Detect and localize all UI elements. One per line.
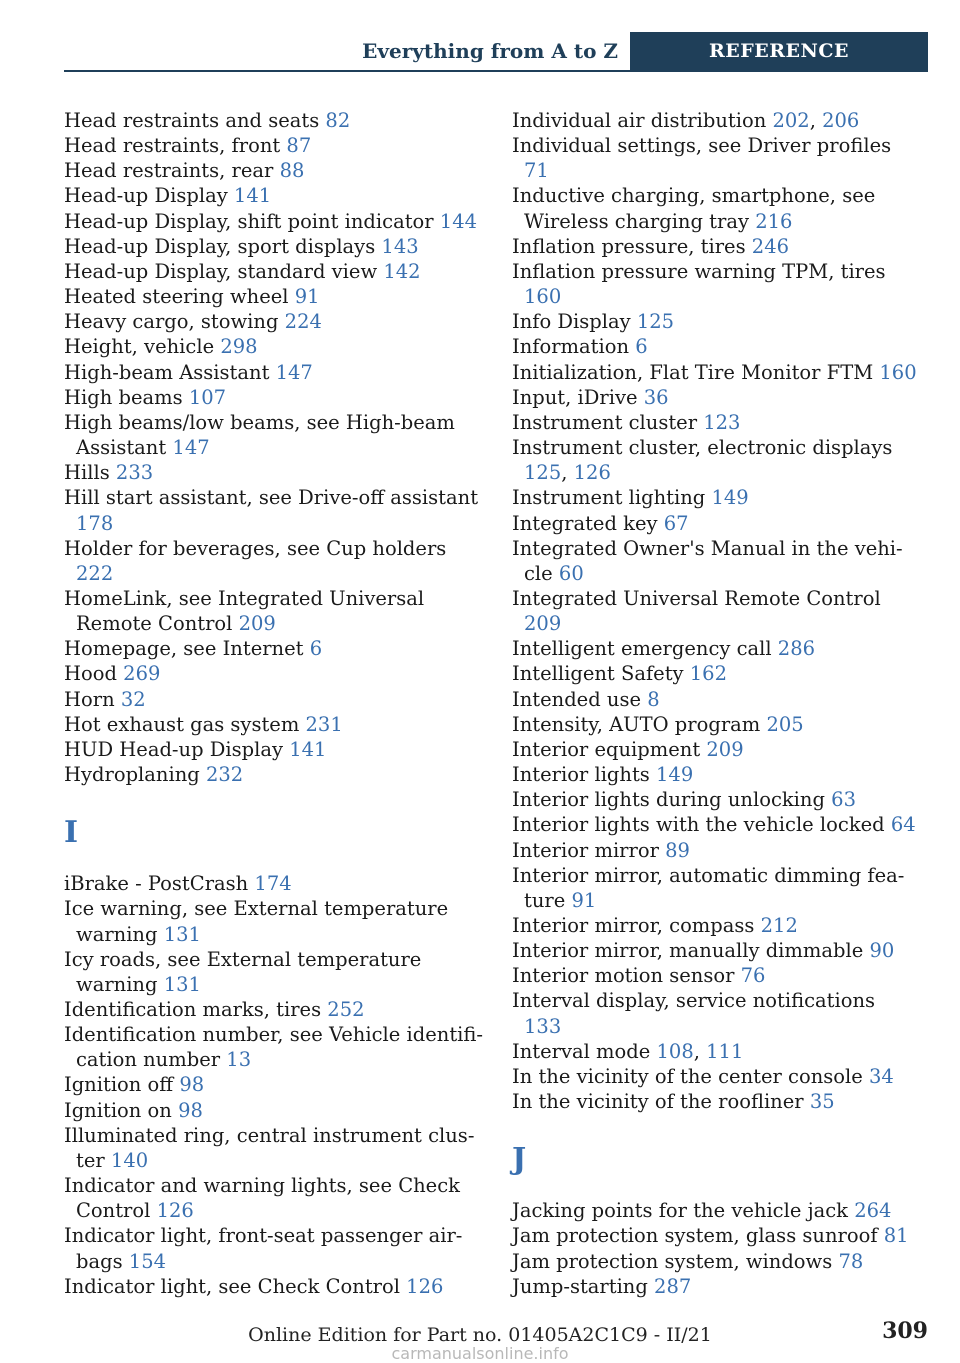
index-entry bbox=[64, 687, 484, 712]
page-reference-link[interactable]: 142 bbox=[383, 259, 421, 283]
page-reference-link[interactable]: 212 bbox=[760, 914, 798, 937]
page-reference-link[interactable]: 107 bbox=[188, 385, 227, 409]
page-reference-link[interactable]: 209 bbox=[524, 612, 562, 636]
index-entry bbox=[64, 410, 484, 460]
page-reference-link[interactable]: 125 bbox=[524, 461, 562, 485]
index-entry bbox=[64, 158, 484, 183]
index-entry-text: Instrument lighting bbox=[512, 486, 712, 510]
page-reference-link[interactable]: 98 bbox=[178, 1098, 203, 1122]
page-reference-link[interactable]: 141 bbox=[289, 737, 327, 761]
page-reference-link[interactable]: 252 bbox=[327, 998, 365, 1021]
index-entry bbox=[64, 636, 484, 661]
index-entry-text: Intelligent Safety bbox=[512, 662, 690, 686]
index-entry-text: Interior mirror, compass bbox=[512, 914, 761, 937]
index-entry-text: Individual settings, see Driver profiles bbox=[512, 134, 892, 158]
page-reference-link[interactable]: 144 bbox=[439, 209, 478, 233]
page-reference-link[interactable]: 147 bbox=[172, 436, 210, 460]
index-entry-text: High beams bbox=[64, 385, 189, 409]
index-entry-text: Instrument cluster bbox=[512, 410, 704, 434]
index-entry bbox=[512, 636, 917, 661]
page-reference-link[interactable]: 246 bbox=[751, 234, 790, 258]
index-entry bbox=[64, 1072, 484, 1097]
index-entry bbox=[512, 661, 917, 686]
index-entry-text: iBrake - PostCrash bbox=[64, 872, 255, 896]
page-reference-link[interactable]: 154 bbox=[128, 1249, 167, 1273]
index-column-left bbox=[64, 108, 484, 1299]
index-entry bbox=[512, 385, 917, 410]
index-entry-text: HomeLink, see Integrated Universal Remote Control bbox=[64, 586, 425, 636]
index-entry bbox=[512, 812, 917, 837]
index-entry-text: Inflation pressure, tires bbox=[512, 234, 752, 258]
page-reference-link[interactable]: 269 bbox=[123, 662, 161, 686]
page-reference-link[interactable]: 89 bbox=[665, 838, 690, 862]
index-entry bbox=[64, 183, 484, 208]
index-entry-text: Interior mirror bbox=[512, 838, 666, 862]
index-entry-text: Intensity, AUTO program bbox=[512, 712, 767, 736]
index-entry bbox=[64, 1022, 484, 1072]
index-entry bbox=[64, 712, 484, 737]
index-entry bbox=[512, 787, 917, 812]
index-entry-text: Individual air distribution bbox=[512, 109, 773, 132]
page-reference-link[interactable]: 81 bbox=[883, 1224, 909, 1248]
index-entry bbox=[512, 1274, 917, 1299]
index-entry-text: Holder for beverages, see Cup holders bbox=[64, 536, 447, 560]
page-reference-link[interactable]: 232 bbox=[205, 763, 244, 787]
index-entry-text: Inflation pressure warning TPM, tires bbox=[512, 259, 886, 283]
index-entry bbox=[512, 913, 917, 938]
index-entry-text: Integrated Universal Remote Control bbox=[512, 586, 881, 610]
index-entry bbox=[512, 762, 917, 787]
index-entry-text: Info Display bbox=[512, 310, 637, 334]
index-column-right bbox=[512, 108, 917, 1299]
index-entry-text: Input, iDrive bbox=[512, 385, 644, 409]
index-entry-text: Illuminated ring, central instrument cluster bbox=[64, 1123, 475, 1172]
page-header bbox=[64, 32, 928, 72]
index-entry-text: Head restraints, front bbox=[64, 134, 287, 158]
page-reference-link[interactable]: 8 bbox=[647, 687, 660, 711]
index-entry-text: Intended use bbox=[512, 687, 648, 711]
page-reference-link[interactable]: 149 bbox=[711, 486, 749, 510]
page-reference-link[interactable]: 131 bbox=[163, 922, 201, 946]
index-entry bbox=[64, 334, 484, 359]
page-reference-link[interactable]: 6 bbox=[309, 637, 323, 661]
index-entry-text: Initialization, Flat Tire Monitor FTM bbox=[512, 360, 880, 384]
index-entry bbox=[512, 360, 917, 385]
index-entry-text: HUD Head-up Display bbox=[64, 737, 290, 761]
page-reference-link[interactable]: 125 bbox=[636, 310, 675, 334]
page-reference-link[interactable]: 147 bbox=[275, 360, 313, 384]
index-entry bbox=[64, 871, 484, 896]
page-reference-link[interactable]: 87 bbox=[286, 134, 312, 158]
index-entry-text: In the vicinity of the center console bbox=[512, 1064, 869, 1088]
page-reference-link[interactable]: 78 bbox=[838, 1249, 864, 1273]
index-entry bbox=[512, 1249, 917, 1274]
index-entry bbox=[64, 385, 484, 410]
index-entry bbox=[512, 712, 917, 737]
index-entry-text: Hills bbox=[64, 461, 116, 485]
index-entry-text: Hot exhaust gas system bbox=[64, 712, 306, 736]
index-entry-text: Interior motion sensor bbox=[512, 964, 741, 988]
page-reference-link[interactable]: 162 bbox=[689, 662, 727, 686]
page-reference-link[interactable]: 160 bbox=[879, 360, 917, 384]
section-tab: REFERENCE bbox=[630, 32, 928, 70]
page-reference-link[interactable]: 143 bbox=[381, 234, 419, 258]
page-reference-link[interactable]: 205 bbox=[766, 712, 804, 736]
page-reference-link[interactable]: 286 bbox=[777, 637, 816, 661]
page-reference-link[interactable]: 222 bbox=[76, 561, 114, 585]
index-entry bbox=[64, 997, 484, 1022]
index-entry-text: Information bbox=[512, 335, 636, 359]
index-entry bbox=[64, 661, 484, 686]
page-reference-link[interactable]: 90 bbox=[869, 939, 895, 963]
page-reference-link[interactable]: 298 bbox=[220, 335, 258, 359]
page-reference-link[interactable]: 60 bbox=[558, 561, 584, 585]
edition-footer: Online Edition for Part no. 01405A2C1C9 - II/21 bbox=[248, 1324, 712, 1346]
index-entry-text: Head-up Display bbox=[64, 184, 234, 208]
index-entry-text: Ice warning, see External temperature warning bbox=[64, 897, 449, 946]
page-reference-link[interactable]: 133 bbox=[524, 1014, 562, 1038]
page-reference-link[interactable]: 231 bbox=[305, 712, 343, 736]
index-entry-text: Identification marks, tires bbox=[64, 998, 328, 1021]
index-entry-text: Identification number, see Vehicle identification number bbox=[64, 1023, 483, 1072]
index-entry bbox=[64, 259, 484, 284]
index-entry-text: Heavy cargo, stowing bbox=[64, 310, 285, 334]
page-reference-link[interactable]: 82 bbox=[325, 109, 351, 132]
index-entry-text: Hood bbox=[64, 662, 124, 686]
index-entry bbox=[512, 1198, 917, 1223]
index-entry-text: Horn bbox=[64, 687, 121, 711]
index-entry-text: Homepage, see Internet bbox=[64, 637, 310, 661]
index-entry bbox=[64, 485, 484, 535]
index-entry bbox=[64, 108, 484, 133]
watermark: carmanualsonline.info bbox=[391, 1344, 569, 1363]
index-entry bbox=[512, 938, 917, 963]
index-entry-text: Head-up Display, sport displays bbox=[64, 234, 382, 258]
index-entry-text: Height, vehicle bbox=[64, 335, 221, 359]
index-entry bbox=[64, 1173, 484, 1223]
page-reference-link[interactable]: 178 bbox=[76, 511, 114, 535]
page-reference-link[interactable]: 76 bbox=[740, 964, 766, 988]
index-entry bbox=[512, 863, 917, 913]
index-letter-heading: J bbox=[512, 1142, 527, 1178]
page-reference-link[interactable]: 264 bbox=[854, 1199, 892, 1223]
page-reference-link[interactable]: 202 bbox=[772, 109, 810, 132]
page-reference-link[interactable]: 209 bbox=[706, 737, 744, 761]
index-entry bbox=[64, 360, 484, 385]
index-entry bbox=[512, 334, 917, 359]
index-entry bbox=[64, 133, 484, 158]
index-entry bbox=[512, 309, 917, 334]
index-entry bbox=[64, 209, 484, 234]
index-entry-text: Integrated key bbox=[512, 511, 664, 535]
index-entry-text: Interior equipment bbox=[512, 737, 707, 761]
index-entry bbox=[64, 460, 484, 485]
index-entry-text: Interior lights bbox=[512, 763, 657, 787]
index-entry bbox=[512, 1223, 917, 1248]
index-entry-text: High-beam Assistant bbox=[64, 360, 276, 384]
index-entry bbox=[512, 963, 917, 988]
header-title: Everything from A to Z bbox=[362, 39, 618, 63]
page-reference-link[interactable]: 35 bbox=[809, 1090, 835, 1114]
index-entry-text: Integrated Owner's Manual in the vehicle bbox=[512, 536, 903, 585]
index-entry bbox=[512, 259, 917, 309]
index-entry-text: Icy roads, see External temperature warning bbox=[64, 947, 422, 996]
page-reference-link[interactable]: 287 bbox=[654, 1274, 692, 1298]
index-entry-text: Instrument cluster, electronic displays bbox=[512, 436, 893, 460]
index-entry-text: Interior lights with the vehicle locked bbox=[512, 813, 891, 837]
index-entry-text: Jacking points for the vehicle jack bbox=[512, 1199, 855, 1223]
index-entry-text: Interior mirror, automatic dimming feature bbox=[512, 863, 905, 912]
index-entry: Individual air distribution 202, 206 bbox=[512, 109, 860, 132]
index-entry-text: Ignition on bbox=[64, 1098, 179, 1122]
index-entry-text: Indicator light, front-seat passenger airbags bbox=[64, 1224, 463, 1273]
page-reference-link[interactable]: 91 bbox=[571, 888, 597, 912]
index-entry-text: Interior mirror, manually dimmable bbox=[512, 939, 870, 963]
index-entry-text: High beams/low beams, see High-beam Assistant bbox=[64, 410, 455, 460]
page-reference-link[interactable]: 32 bbox=[120, 687, 146, 711]
index-entry bbox=[512, 485, 917, 510]
index-entry bbox=[64, 1123, 484, 1173]
page-reference-link[interactable]: 174 bbox=[254, 872, 292, 896]
page-reference-link[interactable]: 141 bbox=[233, 184, 272, 208]
index-entry bbox=[512, 1089, 917, 1114]
index-entry bbox=[512, 737, 917, 762]
page-reference-link[interactable]: 111 bbox=[706, 1039, 744, 1063]
index-entry-text: Head restraints, rear bbox=[64, 159, 280, 183]
page-reference-link[interactable]: 34 bbox=[869, 1064, 894, 1088]
index-entry-text: Hill start assistant, see Drive-off assistant bbox=[64, 486, 479, 510]
page-reference-link[interactable]: 91 bbox=[294, 285, 320, 309]
index-entry-text: Head-up Display, standard view bbox=[64, 259, 384, 283]
index-entry bbox=[512, 687, 917, 712]
page-reference-link[interactable]: 64 bbox=[890, 813, 916, 837]
page-reference-link[interactable]: 206 bbox=[822, 109, 860, 132]
page-reference-link[interactable]: 126 bbox=[573, 461, 611, 485]
index-entry-text: Head-up Display, shift point indicator bbox=[64, 209, 440, 233]
index-entry bbox=[512, 511, 917, 536]
index-entry bbox=[64, 1223, 484, 1273]
index-entry bbox=[512, 1064, 917, 1089]
index-letter-heading: I bbox=[64, 815, 79, 851]
index-entry-text: Interior lights during unlocking bbox=[512, 788, 832, 812]
index-entry-text: Jam protection system, windows bbox=[512, 1249, 839, 1273]
index-entry bbox=[64, 284, 484, 309]
index-entry-text: Jump-starting bbox=[512, 1274, 655, 1298]
index-entry-text: Jam protection system, glass sunroof bbox=[512, 1224, 884, 1248]
index-entry bbox=[512, 988, 917, 1038]
page-reference-link[interactable]: 126 bbox=[156, 1199, 194, 1223]
page-reference-link[interactable]: 233 bbox=[115, 461, 154, 485]
index-entry-text: Intelligent emergency call bbox=[512, 637, 778, 661]
page-reference-link[interactable]: 71 bbox=[524, 159, 549, 183]
index-entry-text: Ignition off bbox=[64, 1073, 180, 1097]
page-reference-link[interactable]: 216 bbox=[755, 209, 793, 233]
index-entry-text: Heated steering wheel bbox=[64, 285, 295, 309]
index-entry bbox=[64, 762, 484, 787]
page-reference-link[interactable]: 98 bbox=[179, 1073, 205, 1097]
page-reference-link[interactable]: 6 bbox=[635, 335, 648, 359]
index-entry-text: Inductive charging, smartphone, see Wireless charging tray bbox=[512, 184, 876, 233]
page-reference-link[interactable]: 63 bbox=[831, 788, 856, 812]
index-entry-text: Interval mode bbox=[512, 1039, 657, 1063]
page-reference-link[interactable]: 123 bbox=[703, 410, 741, 434]
index-entry bbox=[512, 183, 917, 233]
index-entry bbox=[64, 896, 484, 946]
page-reference-link[interactable]: 140 bbox=[110, 1148, 149, 1172]
index-entry bbox=[512, 410, 917, 435]
index-entry bbox=[64, 1098, 484, 1123]
page-reference-link[interactable]: 108 bbox=[656, 1039, 694, 1063]
index-entry-text: Interval display, service notifications bbox=[512, 989, 876, 1013]
page-reference-link[interactable]: 209 bbox=[238, 612, 276, 636]
index-entry-text: Hydroplaning bbox=[64, 763, 206, 787]
page-reference-link[interactable]: 160 bbox=[524, 285, 562, 309]
index-entry bbox=[512, 536, 917, 586]
index-entry bbox=[512, 838, 917, 863]
page-number: 309 bbox=[882, 1318, 928, 1344]
index-entry: Interval mode 108, 111 bbox=[512, 1039, 744, 1063]
index-entry-text: Indicator and warning lights, see Check Control bbox=[64, 1174, 460, 1223]
page-reference-link[interactable]: 88 bbox=[279, 159, 305, 183]
index-entry bbox=[64, 586, 484, 636]
page-reference-link[interactable]: 36 bbox=[643, 385, 669, 409]
index-entry-text: Indicator light, see Check Control bbox=[64, 1274, 407, 1298]
index-entry bbox=[512, 586, 917, 636]
index-entry-text: In the vicinity of the roofliner bbox=[512, 1090, 810, 1114]
index-entry: Instrument cluster, electronic displays 125, 126 bbox=[512, 436, 893, 485]
index-entry bbox=[64, 536, 484, 586]
index-entry bbox=[512, 133, 917, 183]
index-entry bbox=[64, 309, 484, 334]
index-entry bbox=[512, 234, 917, 259]
page-reference-link[interactable]: 149 bbox=[656, 763, 694, 787]
page-reference-link[interactable]: 224 bbox=[284, 310, 322, 334]
index-entry bbox=[64, 1274, 484, 1299]
page-reference-link[interactable]: 126 bbox=[406, 1274, 444, 1298]
page-reference-link[interactable]: 13 bbox=[226, 1048, 252, 1072]
index-entry bbox=[64, 234, 484, 259]
index-entry bbox=[64, 947, 484, 997]
index-entry-text: Head restraints and seats bbox=[64, 109, 326, 132]
index-entry bbox=[64, 737, 484, 762]
page-reference-link[interactable]: 131 bbox=[163, 972, 201, 996]
page-reference-link[interactable]: 67 bbox=[663, 511, 689, 535]
